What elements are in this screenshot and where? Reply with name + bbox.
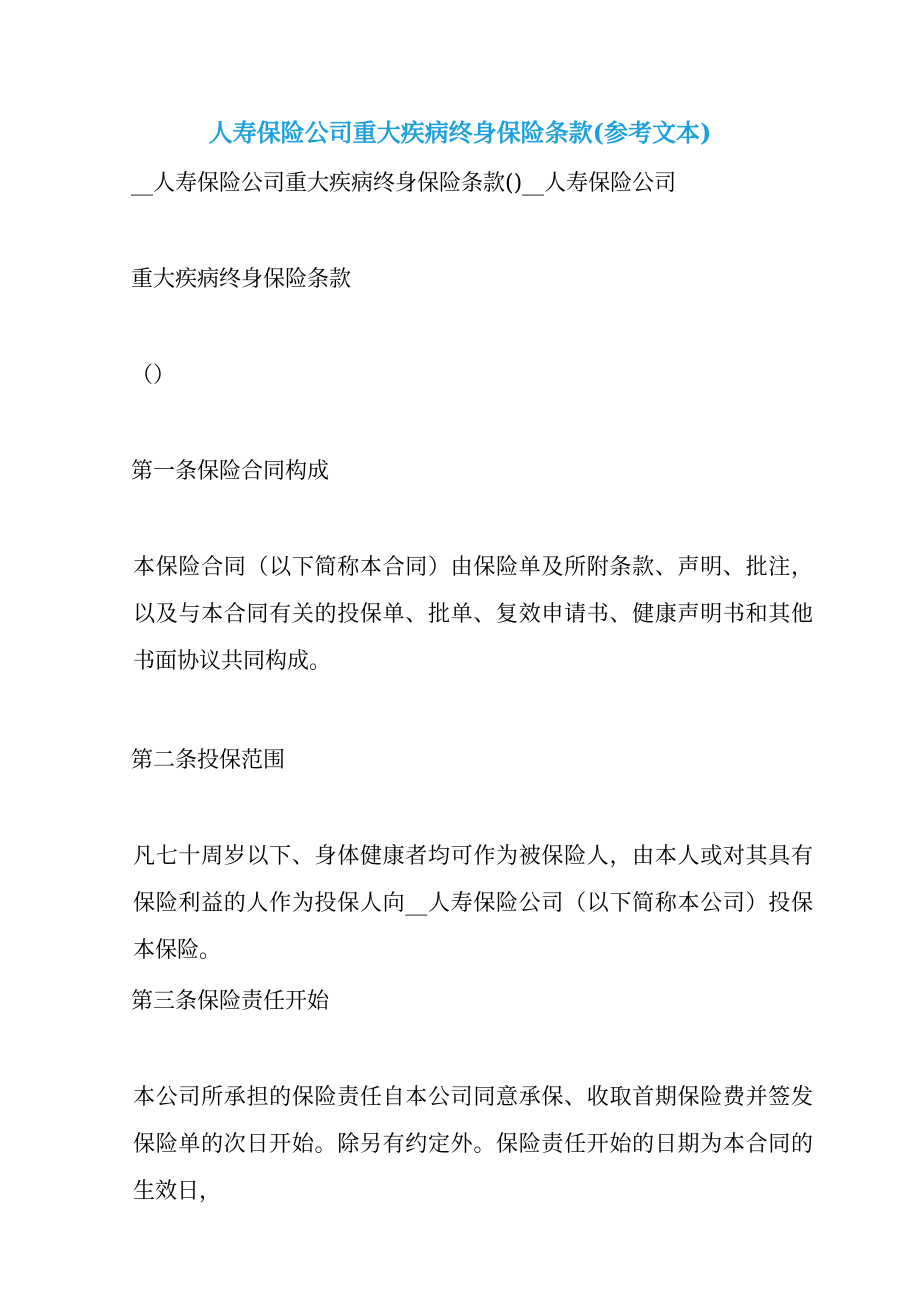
article-2-heading: 第二条投保范围 [131, 748, 286, 773]
parentheses-line: （） [131, 363, 176, 388]
article-2-body: 凡七十周岁以下、身体健康者均可作为被保险人，由本人或对其具有保险利益的人作为投保人向__人寿保险公司（以下简称本公司）投保本保险。 [133, 844, 813, 963]
main-heading: 重大疾病终身保险条款 [131, 267, 352, 292]
subtitle-line: __人寿保险公司重大疾病终身保险条款()__人寿保险公司 [131, 171, 677, 196]
article-1-heading: 第一条保险合同构成 [131, 459, 330, 484]
document-title: 人寿保险公司重大疾病终身保险条款(参考文本) [208, 118, 712, 147]
article-3-heading: 第三条保险责任开始 [131, 989, 330, 1014]
article-3-body: 本公司所承担的保险责任自本公司同意承保、收取首期保险费并签发保险单的次日开始。除另有约定外。保险责任开始的日期为本合同的生效日， [133, 1085, 813, 1204]
article-1-body: 本保险合同（以下简称本合同）由保险单及所附条款、声明、批注，以及与本合同有关的投保单、批单、复效申请书、健康声明书和其他书面协议共同构成。 [133, 555, 813, 674]
